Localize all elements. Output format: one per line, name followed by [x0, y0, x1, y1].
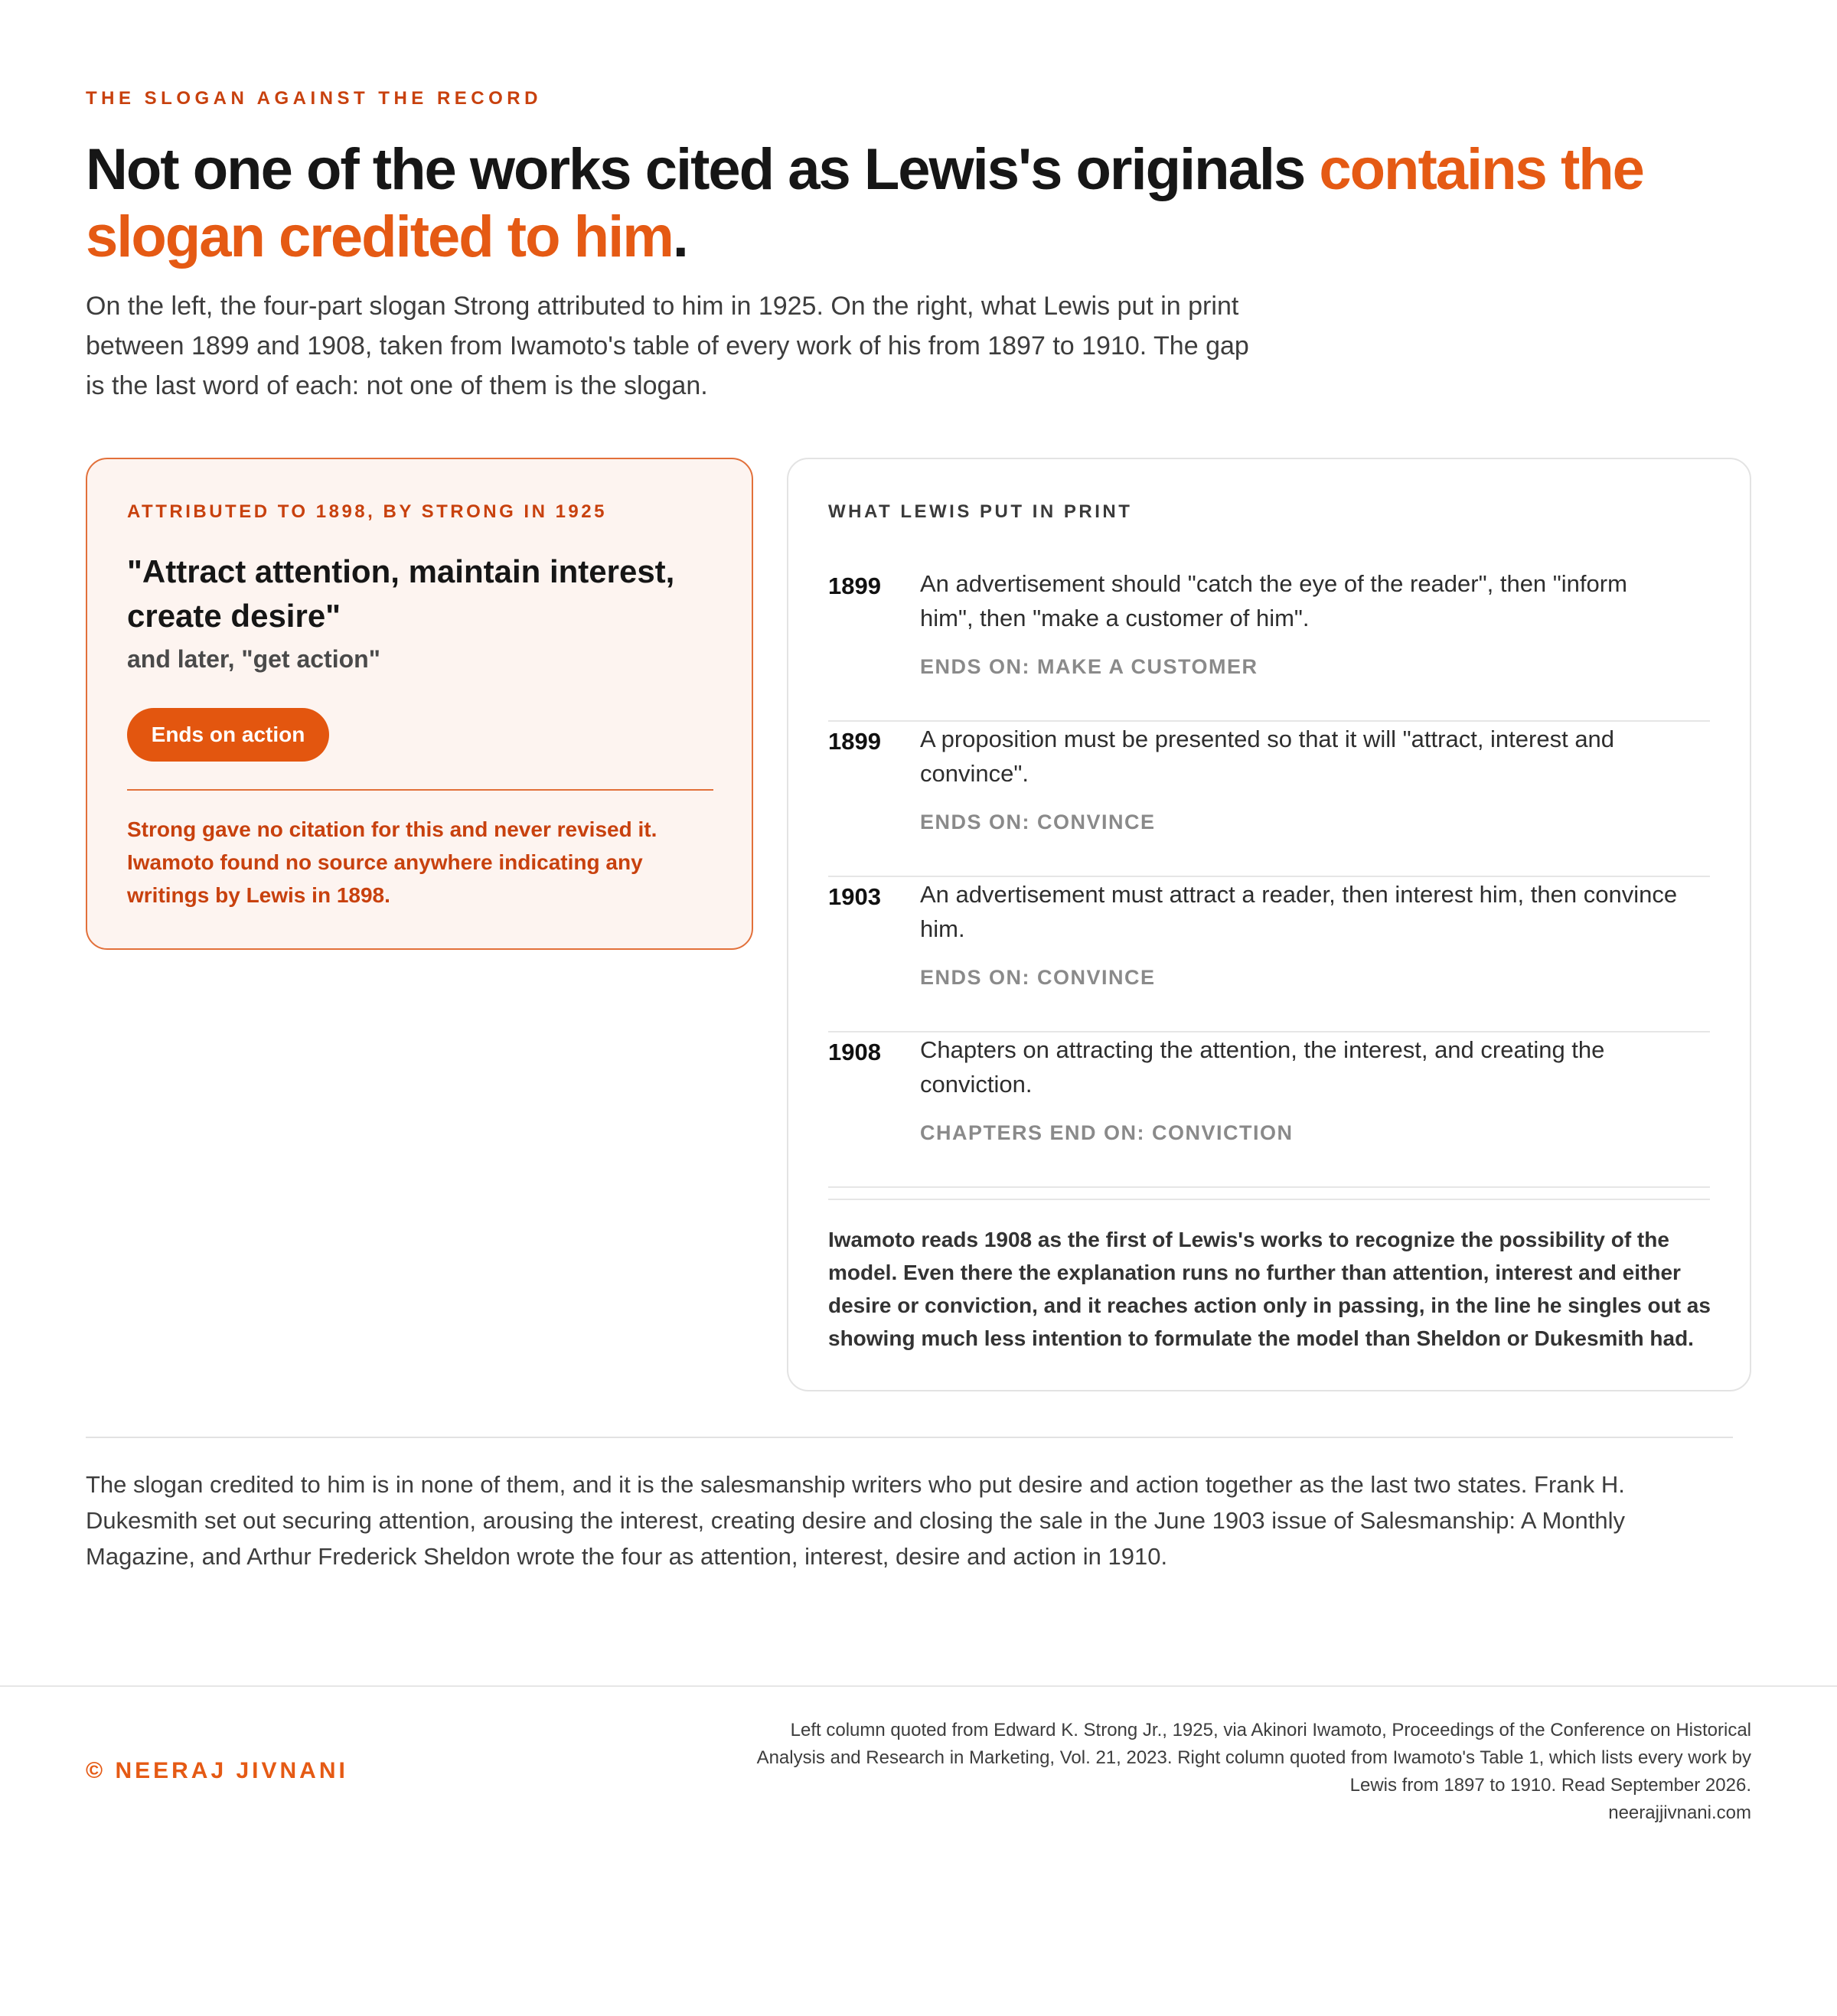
print-entry	[828, 566, 1710, 722]
site-link[interactable]: neerajjivnani.com	[1608, 1802, 1751, 1823]
footer-divider	[0, 1685, 1837, 1687]
print-entry	[828, 1032, 1710, 1188]
attributed-card	[86, 458, 753, 950]
attributed-card-note: Strong gave no citation for this and never revised it. Iwamoto found no source anywhere indicating any writings by Lewis in 1898.	[127, 817, 657, 907]
entry-ends-on: ENDS ON: MAKE A CUSTOMER	[920, 655, 1258, 678]
print-record-summary: Iwamoto reads 1908 as the first of Lewis's works to recognize the possibility of the model. Even there the explanation runs no further than attention, interest and either desire or conviction, and it reaches action only in passing, in the line he singles out as showing much less intention to formulate the model than Sheldon or Dukesmith had.	[828, 1228, 1711, 1350]
print-entry	[828, 722, 1710, 877]
slogan-quote: "Attract attention, maintain interest, create desire"	[127, 553, 675, 634]
entry-text: A proposition must be presented so that it will "attract, interest and convince".	[920, 726, 1615, 787]
ends-on-action-badge: Ends on action	[127, 708, 329, 762]
entry-text: An advertisement should "catch the eye of the reader", then "inform him", then "make a customer of him".	[920, 570, 1627, 631]
section-divider	[86, 1437, 1733, 1438]
headline-main: Not one of the works cited as Lewis's originals	[86, 137, 1320, 202]
attributed-card-label: ATTRIBUTED TO 1898, BY STRONG IN 1925	[127, 501, 607, 522]
entry-year: 1908	[828, 1039, 881, 1065]
print-entry	[828, 877, 1710, 1032]
entry-text: An advertisement must attract a reader, then interest him, then convince him.	[920, 881, 1678, 942]
print-record-list	[828, 566, 1710, 1188]
entry-year: 1899	[828, 573, 881, 599]
summary-divider	[828, 1199, 1710, 1200]
closing-paragraph: The slogan credited to him is in none of them, and it is the salesmanship writers who put desire and action together as the last two states. Frank H. Dukesmith set out securing attention, arousing the interest, creating desire and closing the sale in the June 1903 issue of Salesmanship: A Monthly Magazine, and Arthur Frederick Sheldon wrote the four as attention, interest, desire and action in 1910.	[86, 1471, 1626, 1570]
slogan-later: and later, "get action"	[127, 645, 380, 673]
headline-period: .	[672, 204, 687, 269]
source-credits: Left column quoted from Edward K. Strong Jr., 1925, via Akinori Iwamoto, Proceedings of the Conference on Historical Analysis and Research in Marketing, Vol. 21, 2023. Right column quoted from Iwamoto's Table 1, which lists every work by Lewis from 1897 to 1910. Read September 2026.	[756, 1720, 1751, 1796]
entry-year: 1899	[828, 728, 881, 755]
brand-credit: © NEERAJ JIVNANI	[86, 1758, 348, 1783]
print-record-card	[787, 458, 1751, 1391]
headline	[86, 136, 1770, 271]
dek: On the left, the four-part slogan Strong attributed to him in 1925. On the right, what Lewis put in print between 1899 and 1908, taken from Iwamoto's table of every work of his from 1897 to 1910. The gap is the last word of each: not one of them is the slogan.	[86, 292, 1249, 400]
print-record-label: WHAT LEWIS PUT IN PRINT	[828, 501, 1133, 522]
entry-ends-on: ENDS ON: CONVINCE	[920, 811, 1156, 833]
card-divider	[127, 789, 713, 791]
entry-year: 1903	[828, 883, 881, 910]
headline-highlight: contains the slogan credited to him	[86, 137, 1643, 269]
entry-ends-on: CHAPTERS END ON: CONVICTION	[920, 1121, 1294, 1144]
entry-ends-on: ENDS ON: CONVINCE	[920, 966, 1156, 989]
entry-text: Chapters on attracting the attention, the interest, and creating the conviction.	[920, 1036, 1605, 1098]
eyebrow: THE SLOGAN AGAINST THE RECORD	[86, 88, 542, 109]
